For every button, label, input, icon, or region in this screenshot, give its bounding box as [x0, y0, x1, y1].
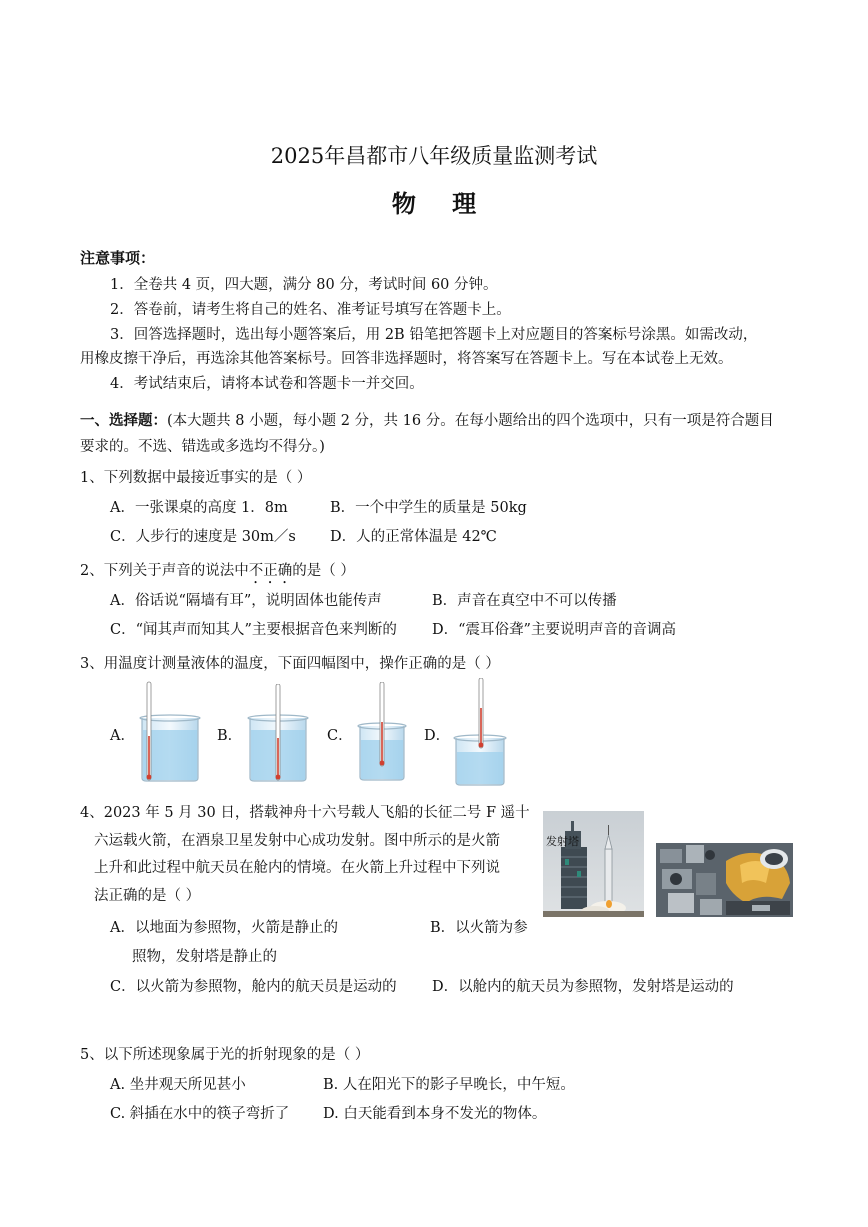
q4-stem-line3: 上升和此过程中航天员在舱内的情境。在火箭上升过程中下列说: [94, 860, 500, 876]
q2-option-b: B．声音在真空中不可以传播: [432, 593, 617, 609]
q2-option-c: C．“闻其声而知其人”主要根据音色来判断的: [110, 622, 397, 638]
beaker-figure-a: [138, 680, 202, 782]
beaker-figure-c: [356, 682, 408, 782]
beaker-figure-b: [246, 684, 310, 782]
q1-stem: 1、下列数据中最接近事实的是（ ）: [80, 470, 312, 486]
q4-option-d: D．以舱内的航天员为参照物，发射塔是运动的: [432, 979, 734, 995]
launch-tower-label: 发射塔: [546, 835, 579, 848]
q2-option-d: D．“震耳俗聋”主要说明声音的音调高: [432, 622, 676, 638]
notice-item-1: 1．全卷共 4 页，四大题，满分 80 分，考试时间 60 分钟。: [110, 277, 498, 293]
q1-option-c: C．人步行的速度是 30m／s: [110, 529, 296, 545]
q2-stem-pre: 2、下列关于声音的说法中: [80, 563, 249, 579]
section1-intro-line2: 要求的。不选、错选或多选均不得分。): [80, 439, 325, 455]
q2-option-a: A．俗话说“隔墙有耳”，说明固体也能传声: [110, 593, 382, 609]
q4-option-b-cont: 照物，发射塔是静止的: [132, 949, 277, 965]
notice-item-4: 4．考试结束后，请将本试卷和答题卡一并交回。: [110, 376, 424, 392]
q3-label-a: A．: [110, 728, 135, 744]
section1-intro-line1: [80, 409, 774, 430]
q1-option-a: A．一张课桌的高度 1．8m: [110, 500, 288, 516]
notice-item-3: 3．回答选择题时，选出每小题答案后，用 2B 铅笔把答题卡上对应题目的答案标号涂黑。如需改动，: [110, 327, 758, 343]
q3-label-d: D．: [424, 728, 451, 744]
q5-option-d: D. 白天能看到本身不发光的物体。: [323, 1106, 547, 1122]
q4-stem-line2: 六运载火箭，在酒泉卫星发射中心成功发射。图中所示的是火箭: [94, 833, 500, 849]
q3-stem: 3、用温度计测量液体的温度，下面四幅图中，操作正确的是（ ）: [80, 656, 500, 672]
q5-option-a: A. 坐井观天所见甚小: [110, 1077, 246, 1093]
q2-stem-post: 的是（ ）: [292, 563, 355, 579]
launch-tower-photo: [543, 811, 644, 917]
exam-title: 2025年昌都市八年级质量监测考试: [270, 144, 598, 168]
section1-intro: (本大题共 8 小题，每小题 2 分，共 16 分。在每小题给出的四个选项中，只有一项是符合题目: [167, 413, 774, 429]
q1-option-d: D．人的正常体温是 42℃: [330, 529, 497, 545]
q4-stem-line4: 法正确的是（ ）: [94, 888, 201, 904]
notice-item-3-cont: 用橡皮擦干净后，再选涂其他答案标号。回答非选择题时，将答案写在答题卡上。写在本试卷上无效。: [80, 351, 733, 367]
q4-stem-line1: 4、2023 年 5 月 30 日，搭载神舟十六号载人飞船的长征二号 F 遥十: [80, 805, 530, 821]
q2-stem: [80, 559, 355, 587]
q4-option-b: B．以火箭为参: [430, 920, 528, 936]
notice-item-2: 2．答卷前，请考生将自己的姓名、准考证号填写在答题卡上。: [110, 302, 511, 318]
q5-stem: 5、以下所述现象属于光的折射现象的是（ ）: [80, 1047, 370, 1063]
cabin-photo: [656, 843, 793, 917]
q4-option-c: C．以火箭为参照物，舱内的航天员是运动的: [110, 979, 397, 995]
q4-option-a: A．以地面为参照物，火箭是静止的: [110, 920, 338, 936]
q3-label-c: C．: [327, 728, 353, 744]
q5-option-b: B. 人在阳光下的影子早晚长，中午短。: [323, 1077, 575, 1093]
beaker-figure-d: [452, 678, 508, 786]
q1-option-b: B．一个中学生的质量是 50kg: [330, 500, 527, 516]
section1-heading: 一、选择题：: [80, 412, 167, 429]
q5-option-c: C. 斜插在水中的筷子弯折了: [110, 1106, 290, 1122]
q2-stem-emphasis: 不正确: [248, 563, 293, 579]
notice-heading: 注意事项：: [80, 249, 156, 267]
subject-title: 物 理: [391, 189, 491, 218]
q3-label-b: B．: [217, 728, 243, 744]
